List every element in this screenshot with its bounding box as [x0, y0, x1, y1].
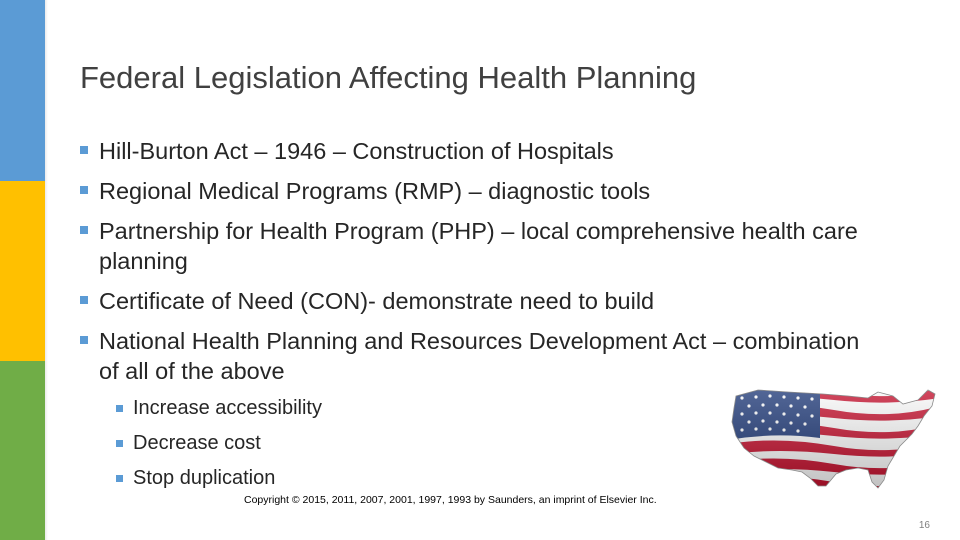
side-stripe-green: [0, 361, 45, 540]
copyright-notice: Copyright © 2015, 2011, 2007, 2001, 1997, 1993 by Saunders, an imprint of Elsevier Inc.: [244, 494, 657, 506]
bullet-text: Partnership for Health Program (PHP) – local comprehensive health care planning: [99, 218, 858, 274]
bullet-item: [80, 286, 880, 316]
sub-bullet-item: [116, 466, 322, 490]
sub-bullet-item: [116, 431, 322, 455]
bullet-item: [80, 216, 880, 276]
side-stripe-blue: [0, 0, 45, 181]
bullet-text: National Health Planning and Resources Development Act – combination of all of the above: [99, 328, 860, 384]
bullet-text: Regional Medical Programs (RMP) – diagnostic tools: [99, 178, 651, 204]
side-stripe-yellow: [0, 181, 45, 361]
sub-bullet-text: Decrease cost: [133, 432, 261, 454]
bullet-square-icon: [80, 226, 88, 234]
bullet-item: [80, 326, 880, 386]
sub-bullet-text: Stop duplication: [133, 467, 276, 489]
side-stripe-shadow: [45, 0, 48, 540]
bullet-text: Hill-Burton Act – 1946 – Construction of Hospitals: [99, 138, 614, 164]
slide-title: Federal Legislation Affecting Health Planning: [80, 60, 697, 95]
sub-bullet-list: [116, 396, 322, 501]
bullet-square-icon: [80, 336, 88, 344]
bullet-square-icon: [80, 146, 88, 154]
bullet-square-icon: [116, 475, 123, 482]
bullet-list: [80, 136, 880, 396]
bullet-item: [80, 136, 880, 166]
page-number: 16: [918, 520, 930, 531]
bullet-square-icon: [116, 440, 123, 447]
bullet-square-icon: [80, 186, 88, 194]
sub-bullet-item: [116, 396, 322, 420]
bullet-item: [80, 176, 880, 206]
bullet-square-icon: [80, 296, 88, 304]
us-flag-map-icon: [728, 382, 940, 492]
bullet-text: Certificate of Need (CON)- demonstrate need to build: [99, 288, 655, 314]
sub-bullet-text: Increase accessibility: [133, 397, 322, 419]
bullet-square-icon: [116, 405, 123, 412]
